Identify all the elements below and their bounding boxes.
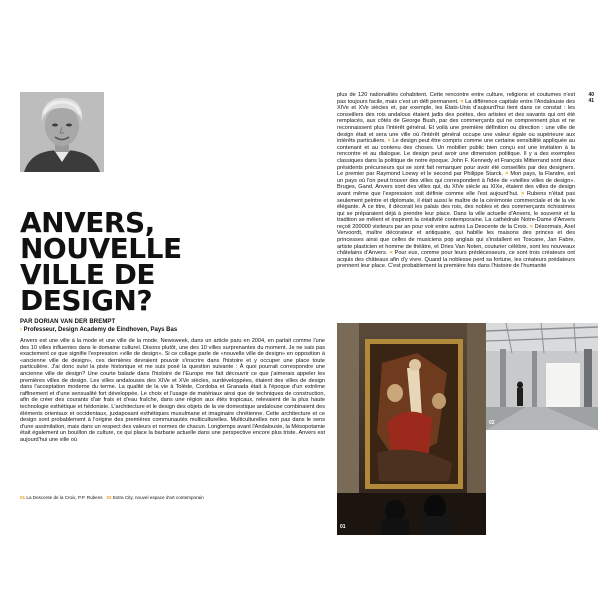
body-paragraph: Rubens n'était pas seulement peintre et diplomate, il était aussi le maître de la cérémonie commerciale et de la vie élégante. À ce titre, il décorait les palais des rois, des nobles et des commerçants richissimes qui se préparaient déjà à prendre leur place. Dans la ville actuelle d'Anvers, le souvenir et la tradition se mêlent et inspirent la créativité contemporaine. La cathédrale Notre-Dame d'Anvers reçoit 200000 visiteurs par an pour voir entre autres La Descente de la Croix. bbox=[337, 190, 575, 230]
paragraph-marker: × bbox=[518, 190, 527, 197]
church-interior-image bbox=[337, 323, 486, 535]
affiliation-text: Professeur, Design Academy de Eindhoven, Pays Bas bbox=[23, 327, 178, 333]
headline-line: DESIGN? bbox=[20, 284, 153, 317]
author-portrait-image bbox=[20, 92, 104, 172]
headline-line: NOUVELLE bbox=[20, 232, 182, 265]
body-text-left: Anvers est une ville à la mode et une ville de la mode. Newsweek, dans un article paru en 2004, en parlait comme l'une des 10 villes influentes dans le domaine culturel. Disons plutôt, une des 10 villes surprenantes du moment. Je ne sais pas exactement ce que signifie l'expression «ville de design». Si ce collage parle de «nouvelle ville de design» en opposition à «ancienne ville de design», ces dernières devraient pouvoir s'inscrire dans l'histoire et y occuper une place toute particulière. J'ai donc suivi la piste historique et me suis posé la question suivante : À quoi pourrait correspondre une ancienne ville de design? Une courte balade dans l'histoire de l'Europe me fait découvrir ce que j'aimerais appeler les premières villes de design. Les villes andalouses des XIVe et XVe siècles, surdéveloppées, étaient des villes de design dans l'acceptation moderne du terme. La qualité de la vie à Tolède, Cordoba et Granada était à l'époque d'un extrême raffinement et d'une sensualité fort développée. Le choix et l'usage de matériaux ainsi que de techniques de construction, afin de créer des courants d'air frais et d'eau fraîche, dans une région aux étés tropicaux, relevaient de la plus haute technologie esthétique et hédoniste. L'architecture et le design des objets de la vie domestique andalouse combinaient des éléments orientaux et occidentaux, juxtaposant esthétiques musulmane et imaginaire chrétienne. Cette architecture et ce design sont probablement à l'origine des premières communautés multiculturelles. Multiculturelles non pas dans le sens d'une assimilation, mais dans un respect des valeurs et normes de chacun. Longtemps avant l'Andalousie, la Mésopotamie était également un bouillon de culture, ce qui place la barbarie actuelle dans une perspective encore plus triste. Anvers est aujourd'hui une ville où bbox=[20, 338, 325, 443]
photo-number-label: 01 bbox=[340, 524, 346, 530]
body-text-right bbox=[337, 92, 575, 320]
caption-text: Extra City, nouvel espace d'art contemporain bbox=[112, 495, 204, 500]
body-paragraph: Désormais, Axel Vervoordt, maître décorateur et antiquaire, qui habille les maisons des princes et des princesses ainsi que celles de musiciens pop anglais qui s'installent en Toscane, Jan Fabre, artiste plasticien et homme de théâtre, et Dries Van Noten, couturier célèbre, sont les nouveaux châtelains d'Anvers. bbox=[337, 223, 575, 257]
page-number: 41 bbox=[588, 98, 594, 104]
photo-descent-from-cross bbox=[337, 323, 486, 535]
author-affiliation bbox=[20, 327, 320, 334]
headline-line: ANVERS, bbox=[20, 206, 155, 239]
photo-number-label: 02 bbox=[489, 420, 495, 426]
body-paragraph: plus de 120 nationalités cohabitent. Cette rencontre entre culture, religions et coutumes n'est pas toujours facile, mais c'est un défi permanent. bbox=[337, 92, 575, 105]
paragraph-marker: × bbox=[528, 223, 535, 230]
paragraph-marker: × bbox=[458, 98, 466, 105]
headline-line: VILLE DE bbox=[20, 258, 156, 291]
author-portrait bbox=[20, 92, 104, 172]
paragraph-marker: × bbox=[385, 138, 393, 145]
body-paragraph: Mon pays, la Flandre, est un pays où l'on peut trouver des villes qui correspondent à l'idée de «vieilles villes de design». Bruges, Gand, Anvers sont des villes qui, du XIVe siècle au XIXe, étaient des villes de design avant même que l'expression soit définie comme elle l'est aujourd'hui. bbox=[337, 171, 575, 197]
photo-captions bbox=[20, 495, 325, 501]
paragraph-marker: × bbox=[503, 171, 511, 178]
article-headline bbox=[20, 206, 320, 317]
caption-text: La Descente de la Croix, P.P. Rubens bbox=[26, 495, 103, 500]
photo-extra-city bbox=[486, 323, 598, 430]
body-paragraph: Le design peut être compris comme une certaine sensibilité appliquée au contenant et au contenu des choses. Un mobilier public bien conçu est une invitation à la rencontre et au dialogue. Le design peut avoir une dimension politique. Il y a des exemples classiques dans la politique de notre époque. John F. Kennedy et François Mitterrand sont deux présidents précurseurs qui se sont fait remarquer pour avoir été conseillés par des designers. Le premier par Raymond Loewy et le second par Philippe Starck. bbox=[337, 138, 575, 178]
caption-number: 02 bbox=[106, 495, 112, 500]
page-number: 40 bbox=[588, 92, 594, 98]
caption-number: 01 bbox=[20, 495, 26, 500]
paragraph-marker: × bbox=[387, 250, 395, 257]
byline: PAR DORIAN VAN DER BREMPT bbox=[20, 319, 116, 325]
bullet-marker: › bbox=[20, 327, 22, 333]
body-paragraph: Pour eux, comme pour leurs prédécesseurs, ce sont trois créateurs ont acquis des châteaux afin d'y vivre. Quand la noblesse perd sa fortune, les créateurs prédateurs prennent leur place. C'est probablement la première fois dans l'histoire de l'humanité bbox=[337, 250, 575, 270]
exhibition-hall-image bbox=[486, 323, 598, 430]
body-paragraph: La différence capitale entre l'Andalousie des XIVe et XVe siècles et, par exemple, les États-Unis d'aujourd'hui tient dans ce constat : les conseillers des rois andalous étaient jadis des poètes, des artistes et des savants qui ont été remplacés, aux côtés de George Bush, par des commerçants qui ne comprennent plus et ne reconnaissent plus l'intérêt général. Et voilà une première définition ou direction : une ville de design était et sera une ville où l'intérêt général occupe une valeur égale ou supérieure aux intérêts particuliers. bbox=[337, 98, 575, 145]
page-numbers bbox=[578, 92, 594, 104]
